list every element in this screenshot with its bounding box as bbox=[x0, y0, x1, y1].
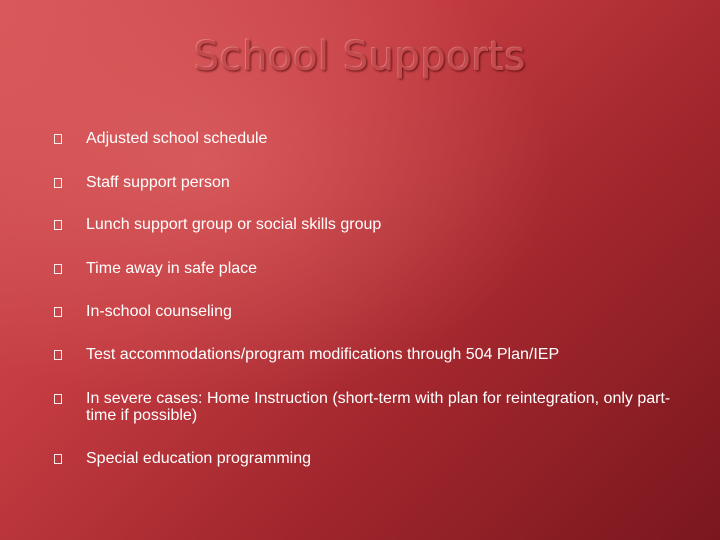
bullet-item bbox=[54, 216, 684, 233]
hollow-square-icon bbox=[54, 134, 62, 144]
hollow-square-icon bbox=[54, 307, 62, 317]
bullet-text: Test accommodations/program modifications through 504 Plan/IEP bbox=[86, 346, 560, 363]
slide-title: School Supports bbox=[194, 34, 526, 80]
bullet-text: Time away in safe place bbox=[86, 260, 258, 277]
hollow-square-icon bbox=[54, 178, 62, 188]
hollow-square-icon bbox=[54, 220, 62, 230]
bullet-text: Staff support person bbox=[86, 174, 230, 191]
bullet-item bbox=[54, 174, 684, 191]
bullet-item bbox=[54, 450, 684, 467]
bullet-text: In-school counseling bbox=[86, 303, 232, 320]
hollow-square-icon bbox=[54, 350, 62, 360]
bullet-text: In severe cases: Home Instruction (short-term with plan for reintegration, only part-time if possible) bbox=[86, 390, 671, 424]
hollow-square-icon bbox=[54, 394, 62, 404]
bullet-item bbox=[54, 130, 684, 147]
hollow-square-icon bbox=[54, 264, 62, 274]
bullet-item bbox=[54, 303, 684, 320]
bullet-text: Lunch support group or social skills group bbox=[86, 216, 382, 233]
bullet-item bbox=[54, 390, 684, 424]
bullet-item bbox=[54, 260, 684, 277]
bullet-text: Adjusted school schedule bbox=[86, 130, 268, 147]
bullet-text: Special education programming bbox=[86, 450, 312, 467]
hollow-square-icon bbox=[54, 454, 62, 464]
bullet-item bbox=[54, 346, 684, 363]
